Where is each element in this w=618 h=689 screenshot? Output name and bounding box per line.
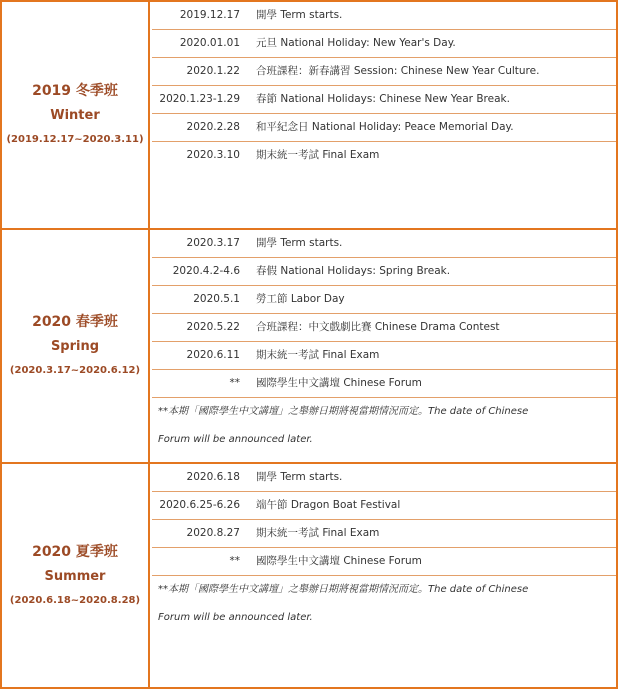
event-date: 2020.6.11 <box>186 349 240 361</box>
event-date: 2020.3.17 <box>186 237 240 249</box>
event-description: 合班課程：新春講習 Session: Chinese New Year Culture. <box>256 65 540 77</box>
event-date: 2020.5.1 <box>193 293 240 305</box>
term-events-summer <box>152 464 616 687</box>
term-label-winter <box>2 2 150 228</box>
event-date: 2020.4.2-4.6 <box>172 265 240 277</box>
event-description: 期末統一考試 Final Exam <box>256 149 380 161</box>
event-date: 2020.8.27 <box>186 527 240 539</box>
event-row <box>152 30 616 58</box>
note-line: Forum will be announced later. <box>158 434 313 445</box>
event-row <box>152 492 616 520</box>
event-description: 春假 National Holidays: Spring Break. <box>256 265 451 277</box>
event-description: 期末統一考試 Final Exam <box>256 349 380 361</box>
event-date: ** <box>229 377 240 389</box>
event-description: 春節 National Holidays: Chinese New Year Break. <box>256 93 510 105</box>
event-row <box>152 142 616 170</box>
forum-note <box>152 398 616 454</box>
term-winter <box>0 2 618 228</box>
event-row <box>152 342 616 370</box>
term-date-range: (2020.6.18~2020.8.28) <box>9 594 141 606</box>
event-date: 2019.12.17 <box>179 9 240 21</box>
event-description: 國際學生中文講壇 Chinese Forum <box>256 377 422 389</box>
term-spring <box>0 230 618 462</box>
event-description: 合班課程：中文戲劇比賽 Chinese Drama Contest <box>256 321 500 333</box>
term-title: 2019 冬季班 <box>32 83 118 99</box>
term-label-summer <box>2 464 150 687</box>
event-row <box>152 2 616 30</box>
event-row <box>152 548 616 576</box>
term-english-name: Spring <box>50 339 100 354</box>
event-description: 元旦 National Holiday: New Year's Day. <box>256 37 456 49</box>
event-date: 2020.6.18 <box>186 471 240 483</box>
term-summer <box>0 464 618 687</box>
event-description: 開學 Term starts. <box>256 471 343 483</box>
event-row <box>152 86 616 114</box>
term-events-spring <box>152 230 616 462</box>
term-label-spring <box>2 230 150 462</box>
term-english-name: Summer <box>44 568 106 584</box>
event-date: ** <box>229 555 240 567</box>
event-date: 2020.01.01 <box>179 37 240 49</box>
event-description: 開學 Term starts. <box>256 9 343 21</box>
term-english-name: Winter <box>50 108 100 123</box>
note-line: **本期「國際學生中文講壇」之舉辦日期將視當期情況而定。The date of Chinese <box>158 406 529 417</box>
event-row <box>152 464 616 492</box>
event-description: 和平紀念日 National Holiday: Peace Memorial Day. <box>256 121 514 133</box>
event-row <box>152 114 616 142</box>
event-row <box>152 258 616 286</box>
event-description: 端午節 Dragon Boat Festival <box>256 499 401 511</box>
event-row <box>152 370 616 398</box>
event-row <box>152 230 616 258</box>
event-date: 2020.3.10 <box>186 149 240 161</box>
event-date: 2020.6.25-6.26 <box>159 499 240 511</box>
event-row <box>152 314 616 342</box>
forum-note <box>152 576 616 632</box>
note-line: Forum will be announced later. <box>158 612 313 623</box>
term-date-range: (2020.3.17~2020.6.12) <box>9 365 141 376</box>
event-date: 2020.5.22 <box>186 321 240 333</box>
event-date: 2020.2.28 <box>186 121 240 133</box>
event-date: 2020.1.22 <box>186 65 240 77</box>
event-row <box>152 58 616 86</box>
term-date-range: (2019.12.17~2020.3.11) <box>6 134 144 145</box>
term-title: 2020 夏季班 <box>32 543 118 560</box>
event-row <box>152 286 616 314</box>
note-line: **本期「國際學生中文講壇」之舉辦日期將視當期情況而定。The date of Chinese <box>158 584 529 595</box>
term-events-winter <box>152 2 616 228</box>
event-description: 國際學生中文講壇 Chinese Forum <box>256 555 422 567</box>
event-description: 勞工節 Labor Day <box>256 293 345 305</box>
event-date: 2020.1.23-1.29 <box>159 93 240 105</box>
event-description: 開學 Term starts. <box>256 237 343 249</box>
term-title: 2020 春季班 <box>32 314 118 330</box>
event-description: 期末統一考試 Final Exam <box>256 527 380 539</box>
event-row <box>152 520 616 548</box>
